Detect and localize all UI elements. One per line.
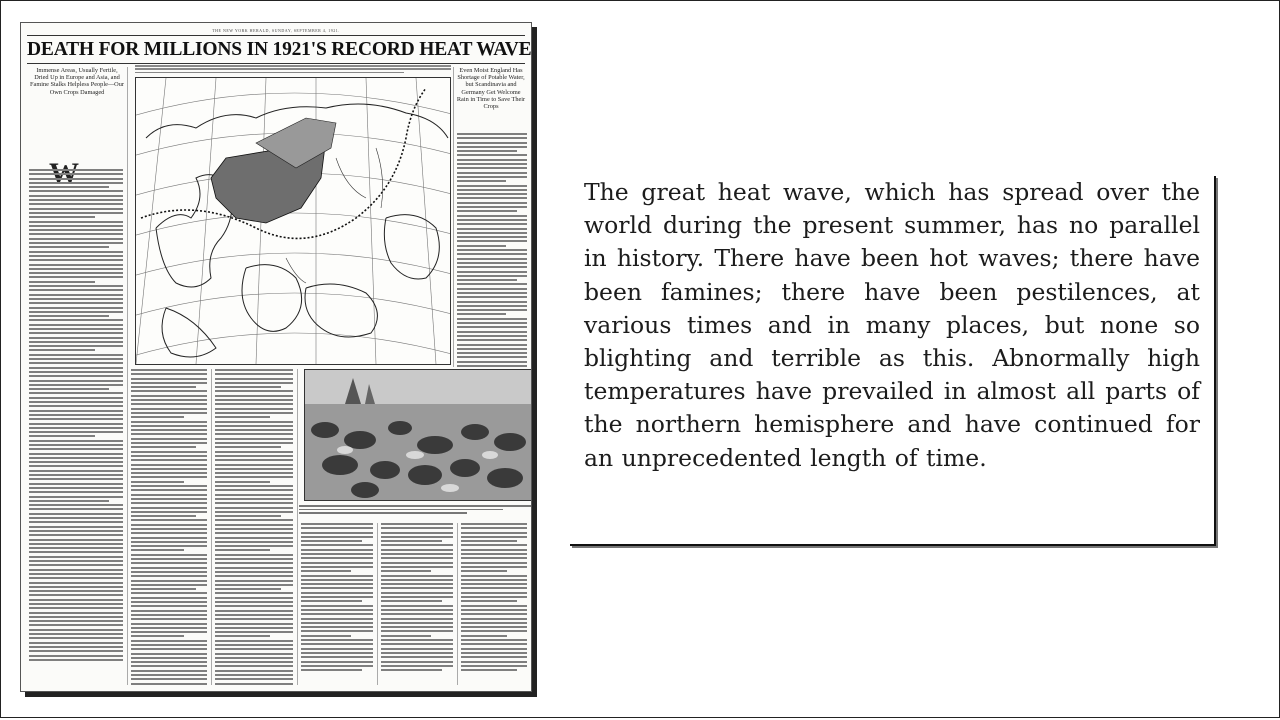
column-rule bbox=[127, 67, 128, 685]
left-deck: Immense Areas, Usually Fertile, Dried Up in Europe and Asia, and Famine Stalks Helpless People—Our Own Crops Damaged bbox=[30, 67, 124, 96]
column-1-text bbox=[29, 135, 123, 685]
column-3-text bbox=[215, 369, 293, 685]
newspaper-page bbox=[20, 22, 532, 692]
article-excerpt bbox=[570, 176, 1216, 546]
column-5-text bbox=[381, 523, 453, 685]
column-rule bbox=[453, 67, 454, 367]
column-4-text bbox=[301, 523, 373, 685]
map-caption bbox=[135, 65, 451, 76]
column-rule bbox=[377, 523, 378, 685]
excerpt-text: The great heat wave, which has spread over the world during the present summer, has no parallel in history. There have been hot waves; there have been famines; there have been pestilences, at various times and in many places, but none so blighting and terrible as this. Abnormally high temperatures have prevailed in almost all parts of the northern hemisphere and have continued for an unprecedented length of time. bbox=[584, 178, 1200, 472]
photo-caption bbox=[299, 505, 532, 517]
masthead-rule bbox=[27, 35, 525, 36]
column-rule bbox=[297, 369, 298, 685]
crowd-photo bbox=[304, 369, 532, 501]
drought-map bbox=[135, 77, 451, 365]
column-6-text bbox=[461, 523, 527, 685]
map-illustration bbox=[136, 78, 450, 364]
column-rule bbox=[457, 523, 458, 685]
column-2-text bbox=[131, 369, 207, 685]
headline: DEATH FOR MILLIONS IN 1921'S RECORD HEAT WAVE bbox=[27, 39, 532, 60]
photo-illustration bbox=[305, 370, 532, 500]
right-deck: Even Moist England Has Shortage of Potable Water, but Scandinavia and Germany Get Welcome Rain in Time to Save Their Crops bbox=[456, 67, 526, 111]
masthead: THE NEW YORK HERALD, SUNDAY, SEPTEMBER 4, 1921. bbox=[212, 28, 340, 33]
column-rule bbox=[211, 369, 212, 685]
headline-rule bbox=[27, 63, 525, 64]
column-right-top-text bbox=[457, 133, 527, 369]
